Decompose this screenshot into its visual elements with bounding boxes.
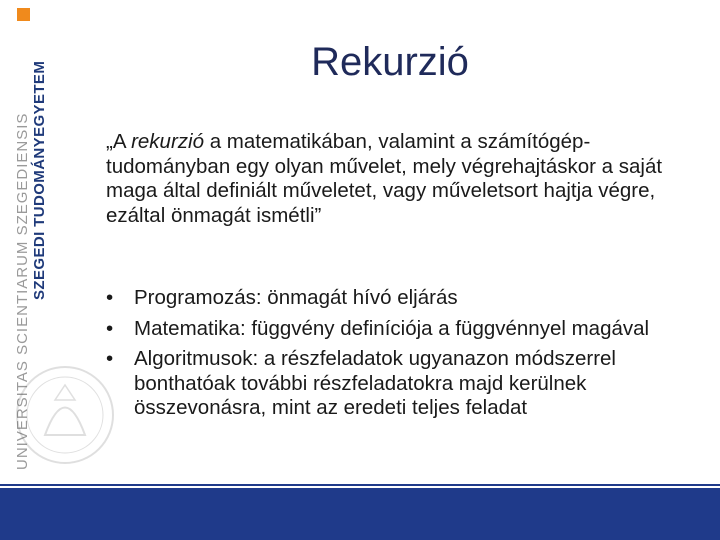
definition-quote: [106, 130, 711, 228]
university-name-latin: UNIVERSITAS SCIENTIARUM SZEGEDIENSIS: [14, 112, 31, 470]
quote-emphasis: rekurzió: [131, 130, 204, 153]
logo-square-icon: [17, 8, 30, 21]
bullet-item-programming: • Programozás: önmagát hívó eljárás: [106, 286, 711, 311]
quote-prefix: „A: [106, 130, 132, 153]
university-seal-icon: [10, 340, 120, 490]
bullet-item-mathematics: • Matematika: függvény definíciója a függvénnyel magával: [106, 317, 711, 342]
footer-bar: [0, 488, 720, 540]
quote-rest: a matematikában, valamint a számítógép-tudományban egy olyan művelet, mely végrehajtáskor a saját maga által definiált műveletet, vagy műveletsort hajtja végre, ezáltal önmagát ismétli”: [106, 130, 663, 227]
university-name-bold: SZEGEDI TUDOMÁNYEGYETEM: [31, 60, 48, 300]
bullet-item-algorithms: • Algoritmusok: a részfeladatok ugyanazon módszerrel bonthatóak további részfeladatokra majd kerülnek összevonásra, mint az eredeti teljes feladat: [106, 347, 711, 421]
slide-title: Rekurzió: [311, 40, 469, 84]
footer-divider: [0, 484, 720, 486]
bullet-list: [106, 286, 711, 427]
